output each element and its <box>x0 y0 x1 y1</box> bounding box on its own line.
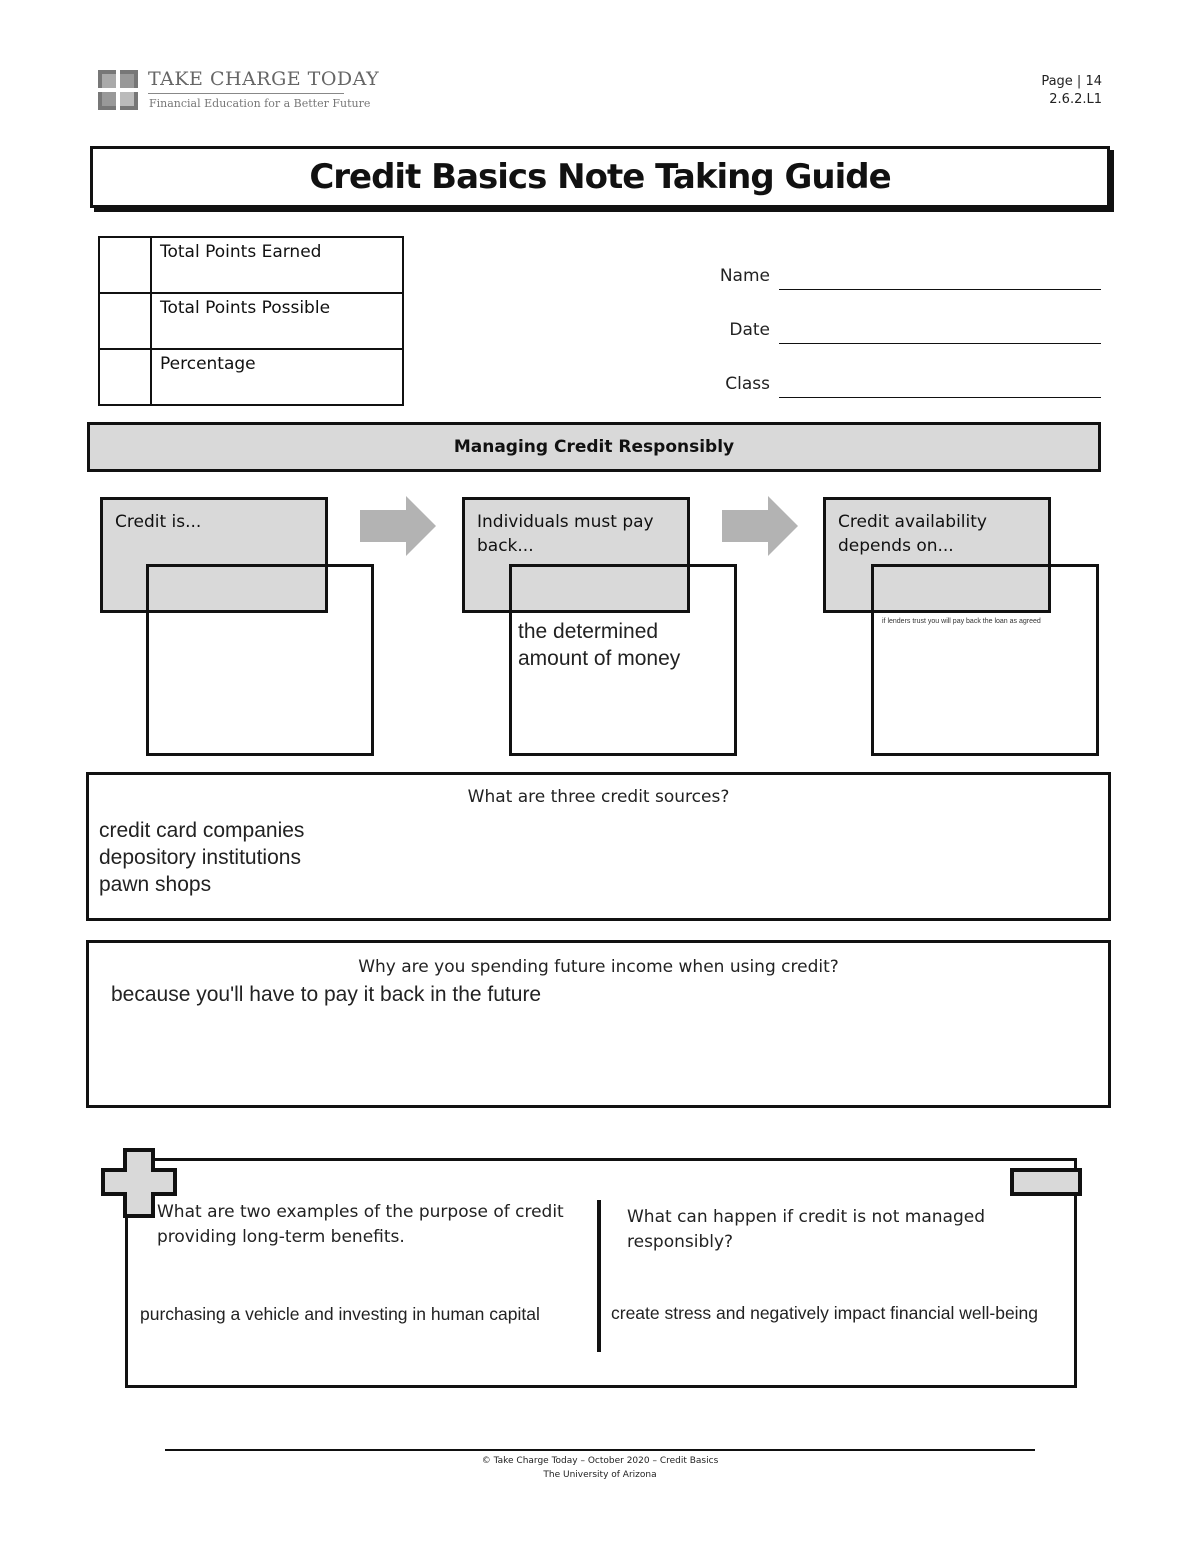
brand-subtitle: Financial Education for a Better Future <box>149 97 371 110</box>
right-arrow-icon <box>722 496 798 556</box>
date-field[interactable] <box>779 343 1101 344</box>
credit-is-prompt: Credit is... <box>115 512 202 532</box>
credit-sources-answers <box>99 817 304 898</box>
page-title: Credit Basics Note Taking Guide <box>309 157 891 197</box>
brand-divider <box>148 93 344 94</box>
footer-divider <box>165 1449 1035 1451</box>
mismanagement-question: What can happen if credit is not managed responsibly? <box>627 1207 985 1252</box>
percentage-cell[interactable] <box>99 349 151 405</box>
points-table <box>98 236 404 406</box>
points-earned-label: Total Points Earned <box>151 237 403 293</box>
credit-is-answer-box[interactable] <box>146 564 374 756</box>
pay-back-answer: the determined amount of money <box>518 620 681 670</box>
mismanagement-answer[interactable]: create stress and negatively impact financial well-being <box>611 1303 1039 1323</box>
table-row <box>99 349 403 405</box>
section-title: Managing Credit Responsibly <box>453 437 735 457</box>
table-row <box>99 237 403 293</box>
minus-icon <box>1010 1168 1082 1196</box>
pay-back-prompt: Individuals must pay back... <box>477 512 654 556</box>
section-banner <box>87 422 1101 472</box>
name-label: Name <box>719 266 770 286</box>
benefits-divider <box>597 1200 601 1352</box>
future-income-box[interactable] <box>86 940 1111 1108</box>
footer-university: The University of Arizona <box>543 1470 657 1480</box>
benefits-box <box>125 1158 1077 1388</box>
percentage-label: Percentage <box>151 349 403 405</box>
list-item: depository institutions <box>99 846 301 869</box>
credit-sources-box[interactable] <box>86 772 1111 921</box>
class-label: Class <box>725 374 770 394</box>
class-field[interactable] <box>779 397 1101 398</box>
right-arrow-icon <box>360 496 436 556</box>
date-label: Date <box>729 320 770 340</box>
future-income-question: Why are you spending future income when using credit? <box>358 957 839 977</box>
page-number-block <box>1041 73 1102 109</box>
brand-title: TAKE CHARGE TODAY <box>148 68 380 90</box>
points-possible-cell[interactable] <box>99 293 151 349</box>
availability-answer: if lenders trust you will pay back the loan as agreed <box>882 618 1041 625</box>
long-term-benefits-answer[interactable]: purchasing a vehicle and investing in human capital <box>140 1304 540 1324</box>
future-income-answer: because you'll have to pay it back in the future <box>111 983 542 1006</box>
take-charge-today-logo-icon <box>98 70 138 110</box>
page-label: Page | 14 <box>1041 74 1102 89</box>
credit-sources-question: What are three credit sources? <box>467 787 730 807</box>
footer-copyright: © Take Charge Today – October 2020 – Credit Basics <box>481 1456 719 1466</box>
points-possible-label: Total Points Possible <box>151 293 403 349</box>
points-earned-cell[interactable] <box>99 237 151 293</box>
name-field[interactable] <box>779 289 1101 290</box>
list-item: credit card companies <box>99 819 305 842</box>
lesson-code: 2.6.2.L1 <box>1049 92 1102 107</box>
long-term-benefits-question: What are two examples of the purpose of credit providing long-term benefits. <box>157 1202 564 1247</box>
table-row <box>99 293 403 349</box>
availability-answer-box[interactable] <box>871 564 1099 756</box>
list-item: pawn shops <box>99 873 212 896</box>
title-box <box>90 146 1110 208</box>
availability-prompt: Credit availability depends on... <box>838 512 987 556</box>
